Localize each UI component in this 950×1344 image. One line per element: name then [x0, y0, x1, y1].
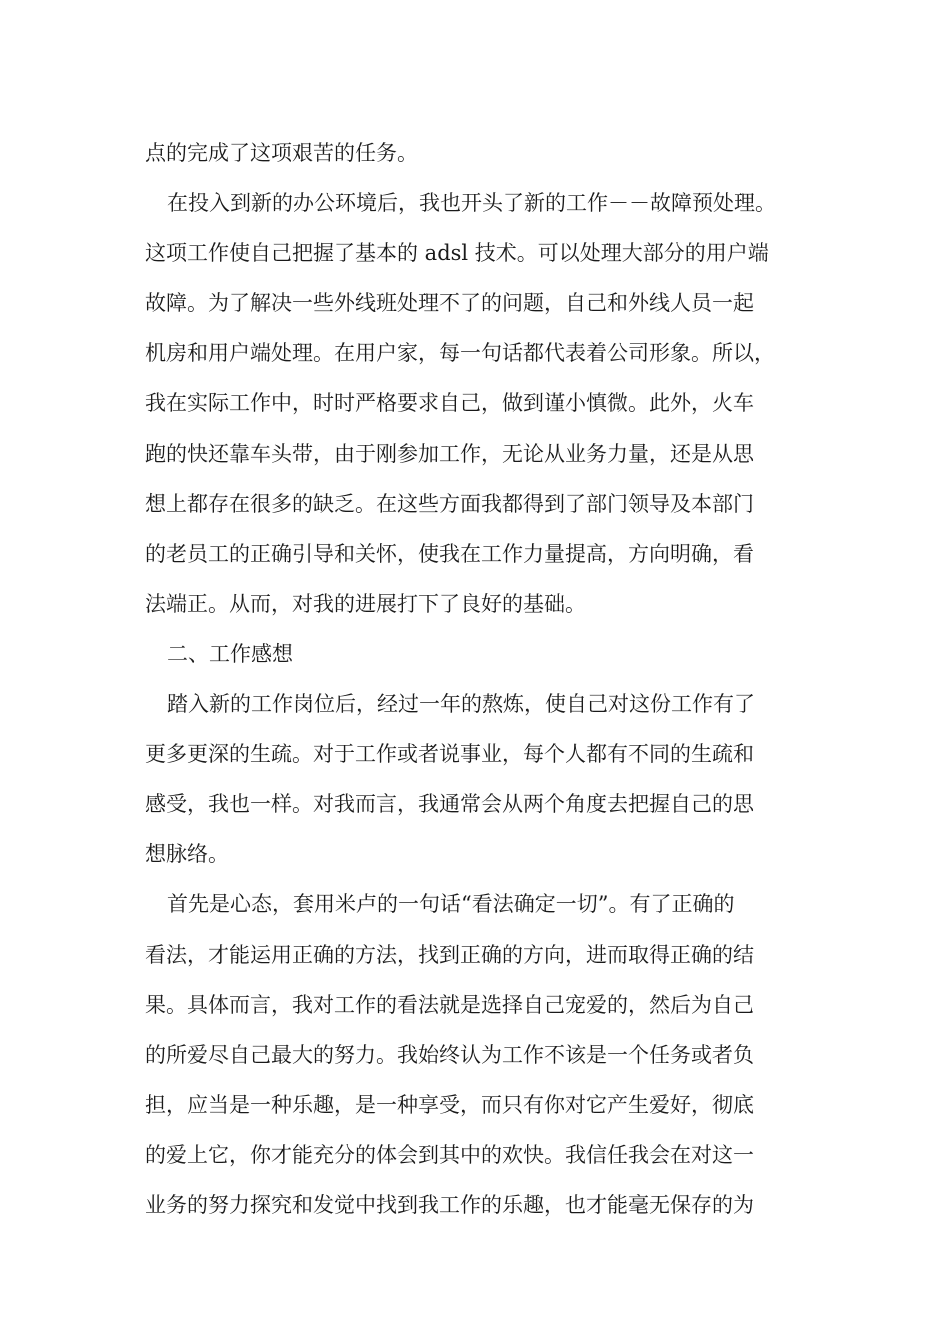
section-heading: 二、工作感想 — [167, 641, 293, 666]
text-line: 首先是心态，套用米卢的一句话“看法确定一切”。有了正确的 — [167, 892, 735, 917]
text-line: 担，应当是一种乐趣，是一种享受，而只有你对它产生爱好，彻底 — [145, 1092, 754, 1117]
text-line: 业务的努力探究和发觉中找到我工作的乐趣，也才能毫无保存的为 — [145, 1192, 754, 1217]
text-line: 机房和用户端处理。在用户家，每一句话都代表着公司形象。所以， — [145, 341, 775, 366]
text-line: 想上都存在很多的缺乏。在这些方面我都得到了部门领导及本部门 — [145, 491, 754, 516]
text-line: 感受，我也一样。对我而言，我通常会从两个角度去把握自己的思 — [145, 792, 754, 817]
text-line: 的老员工的正确引导和关怀，使我在工作力量提高，方向明确，看 — [145, 541, 754, 566]
text-line: 的所爱尽自己最大的努力。我始终认为工作不该是一个任务或者负 — [145, 1042, 754, 1067]
body-text — [145, 128, 815, 1230]
text-line: 看法，才能运用正确的方法，找到正确的方向，进而取得正确的结 — [145, 942, 754, 967]
text-line: 法端正。从而，对我的进展打下了良好的基础。 — [145, 591, 586, 616]
text-line: 的爱上它，你才能充分的体会到其中的欢快。我信任我会在对这一 — [145, 1142, 754, 1167]
text-line: 更多更深的生疏。对于工作或者说事业，每个人都有不同的生疏和 — [145, 742, 754, 767]
text-line: 点的完成了这项艰苦的任务。 — [145, 141, 418, 165]
text-line: 果。具体而言，我对工作的看法就是选择自己宠爱的，然后为自己 — [145, 992, 754, 1017]
text-line: 这项工作使自己把握了基本的 adsl 技术。可以处理大部分的用户端 — [145, 241, 769, 266]
text-line: 在投入到新的办公环境后，我也开头了新的工作－－故障预处理。 — [167, 191, 776, 216]
text-line: 我在实际工作中，时时严格要求自己，做到谨小慎微。此外，火车 — [145, 391, 754, 416]
text-line: 故障。为了解决一些外线班处理不了的问题，自己和外线人员一起 — [145, 291, 754, 316]
text-line: 想脉络。 — [145, 842, 229, 867]
text-line: 跑的快还靠车头带，由于刚参加工作，无论从业务力量，还是从思 — [145, 441, 754, 466]
text-line: 踏入新的工作岗位后，经过一年的熬炼，使自己对这份工作有了 — [167, 692, 755, 717]
